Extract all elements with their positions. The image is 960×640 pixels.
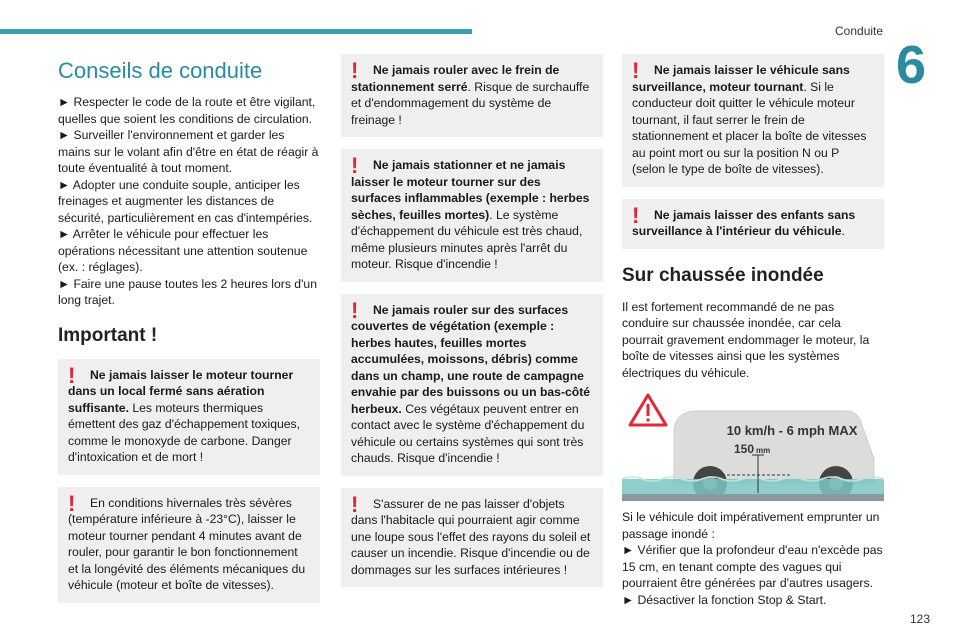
column-2 <box>341 54 603 599</box>
warning-bold: Ne jamais stationner et ne jamais laisser le moteur tourner sur des surfaces inflammables (exemple : herbes sèches, feuilles mortes) <box>351 158 590 222</box>
tip-1: ► Respecter le code de la route et être vigilant, quelles que soient les conditions de circulation. <box>58 95 316 126</box>
warning-bold: Ne jamais laisser le véhicule sans surveillance, moteur tournant <box>632 63 850 94</box>
flood-heading: Sur chaussée inondée <box>622 264 824 286</box>
warning-bold: Ne jamais rouler sur des surfaces couvertes de végétation (exemple : herbes hautes, feuilles mortes accumulées, moissons, débris) comme dans un champ, une route de campagne envahie par des buissons ou un bas-côté herbeux. <box>351 302 591 416</box>
exclamation-icon: ! <box>351 491 359 517</box>
chapter-number: 6 <box>896 35 927 95</box>
tip-5: ► Faire une pause toutes les 2 heures lors d'un long trajet. <box>58 276 317 307</box>
warning-text: S'assurer de ne pas laisser d'objets dans l'habitacle qui pourraient agir comme une loupe sous l'effet des rayons du soleil et causer un incendie. Risque d'incendie ou de dommages sur les surfaces intérieures ! <box>351 496 591 577</box>
warning-text: . Si le conducteur doit quitter le véhicule moteur tournant, il faut serrer le frein de stationnement et placer la boîte de vitesses au point mort ou sur la position N ou P (selon le type de boîte de vitesses). <box>632 79 867 176</box>
exclamation-icon: ! <box>351 153 359 178</box>
warning-box <box>341 149 603 282</box>
exclamation-icon: ! <box>68 362 76 388</box>
van-in-water-illustration <box>622 391 884 501</box>
exclamation-icon: ! <box>351 58 359 83</box>
warning-text: . <box>841 224 845 238</box>
top-accent-bar <box>0 29 472 34</box>
flood-after-2: ► Vérifier que la profondeur d'eau n'excède pas 15 cm, en tenant compte des vagues qui pourraient être générées par d'autres usagers. <box>622 543 883 590</box>
warning-bold: Ne jamais laisser des enfants sans surveillance à l'intérieur du véhicule <box>632 207 856 238</box>
exclamation-icon: ! <box>632 58 640 83</box>
exclamation-icon: ! <box>68 490 76 516</box>
flood-intro: Il est fortement recommandé de ne pas conduire sur chaussée inondée, car cela pourrait gravement endommager le moteur, la boîte de vitesses ainsi que les systèmes électriques du véhicule. <box>622 299 870 380</box>
page-title: Conseils de conduite <box>58 58 263 83</box>
depth-value: 150 <box>733 442 754 456</box>
warning-box <box>58 359 320 475</box>
warning-box <box>622 199 884 249</box>
exclamation-icon: ! <box>351 297 359 323</box>
warning-text: Les moteurs thermiques émettent des gaz d'échappement toxiques, comme le monoxyde de carbone. Danger d'intoxication et de mort ! <box>68 400 301 464</box>
section-label: Conduite <box>835 24 884 38</box>
flood-figure <box>622 391 884 501</box>
warning-bold: Ne jamais laisser le moteur tourner dans un local fermé sans aération suffisante. <box>68 367 294 415</box>
warning-box <box>341 488 603 588</box>
warning-text: . Le système d'échappement du véhicule est très chaud, même plusieurs minutes après l'arrêt du moteur. Risque d'incendie ! <box>351 207 583 271</box>
speed-limit-label: 10 km/h - 6 mph MAX <box>726 423 858 438</box>
warning-box <box>622 54 884 187</box>
flood-after-3: ► Désactiver la fonction Stop & Start. <box>622 592 827 607</box>
page-number: 123 <box>910 612 931 626</box>
warning-box <box>341 54 603 137</box>
depth-unit: mm <box>756 446 771 455</box>
warning-box <box>341 294 603 476</box>
warning-box <box>58 487 320 603</box>
warning-triangle-icon <box>630 395 666 425</box>
warning-text: En conditions hivernales très sévères (température inférieure à -23°C), laisser le moteur tourner pendant 4 minutes avant de rouler, pour garantir le bon fonctionnement et la longévité des éléments mécaniques du véhicule (moteur et boîte de vitesses). <box>68 495 306 592</box>
column-3 <box>622 54 884 608</box>
warning-bold: Ne jamais rouler avec le frein de stationnement serré <box>351 63 560 94</box>
important-heading: Important ! <box>58 324 158 346</box>
exclamation-icon: ! <box>632 202 640 228</box>
warning-text: . Risque de surchauffe et d'endommagement du système de freinage ! <box>351 79 590 127</box>
tip-4: ► Arrêter le véhicule pour effectuer les opérations nécessitant une attention soutenue (ex. : réglages). <box>58 227 308 274</box>
tip-3: ► Adopter une conduite souple, anticiper les freinages et augmenter les distances de sécurité, particulièrement en cas d'intempéries. <box>58 177 313 225</box>
warning-text: Ces végétaux peuvent entrer en contact avec le système d'échappement du véhicule ou certains systèmes qui sont très chauds. Risque d'incendie ! <box>351 401 585 465</box>
column-1 <box>58 54 320 615</box>
tip-2: ► Surveiller l'environnement et garder les mains sur le volant afin d'être en état de réagir à toute éventualité à tout moment. <box>58 128 319 175</box>
flood-after-1: Si le véhicule doit impérativement emprunter un passage inondé : <box>622 510 880 541</box>
